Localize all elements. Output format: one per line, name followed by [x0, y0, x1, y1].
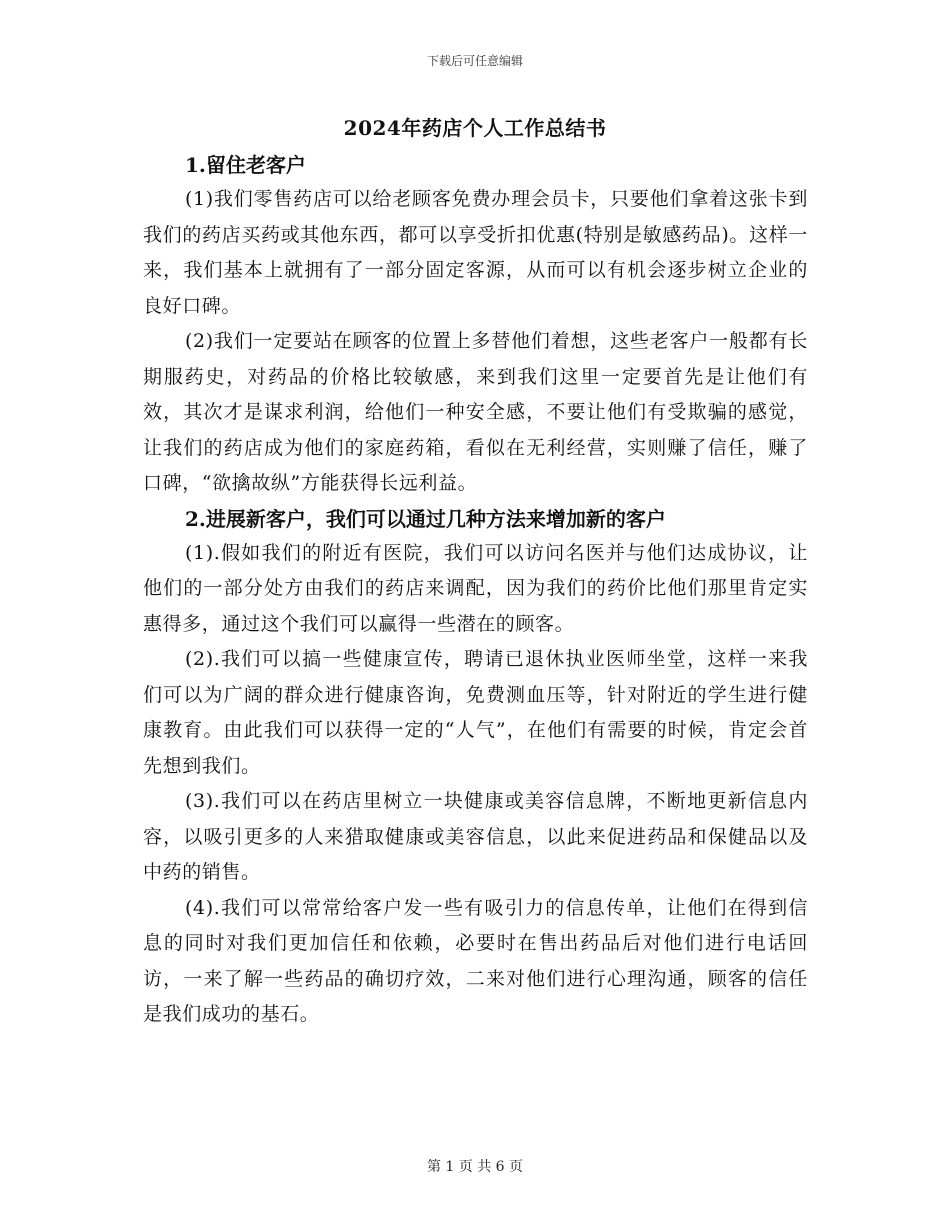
page-number: 第 1 页 共 6 页 [426, 1159, 524, 1175]
paragraph: (4).我们可以常常给客户发一些有吸引力的信息传单，让他们在得到信息的同时对我们更加信任和依赖，必要时在售出药品后对他们进行电话回访，一来了解一些药品的确切疗效，二来对他们进行心理沟通，顾客的信任是我们成功的基石。 [143, 896, 808, 1025]
paragraph: (3).我们可以在药店里树立一块健康或美容信息牌，不断地更新信息内容，以吸引更多的人来猎取健康或美容信息，以此来促进药品和保健品以及中药的销售。 [143, 790, 808, 883]
paragraph: (1).假如我们的附近有医院，我们可以访问名医并与他们达成协议，让他们的一部分处方由我们的药店来调配，因为我们的药价比他们那里肯定实惠得多，通过这个我们可以赢得一些潜在的顾客。 [143, 541, 808, 635]
document-title: 2024年药店个人工作总结书 [343, 116, 607, 140]
section-heading: 1.留住老客户 [185, 153, 306, 177]
paragraph: (2).我们可以搞一些健康宣传，聘请已退休执业医师坐堂，这样一来我们可以为广阔的群众进行健康咨询，免费测血压等，针对附近的学生进行健康教育。由此我们可以获得一定的“人气”，在他们有需要的时候，肯定会首先想到我们。 [143, 648, 808, 777]
section-retain-customers [143, 148, 808, 502]
paragraph: (2)我们一定要站在顾客的位置上多替他们着想，这些老客户一般都有长期服药史，对药品的价格比较敏感，来到我们这里一定要首先是让他们有效，其次才是谋求利润，给他们一种安全感，不要让他们有受欺骗的感觉，让我们的药店成为他们的家庭药箱，看似在无利经营，实则赚了信任，赚了口碑，“欲擒故纵”方能获得长远利益。 [143, 330, 808, 494]
section-heading: 2.进展新客户，我们可以通过几种方法来增加新的客户 [185, 506, 666, 531]
paragraph: (1)我们零售药店可以给老顾客免费办理会员卡，只要他们拿着这张卡到我们的药店买药或其他东西，都可以享受折扣优惠(特别是敏感药品)。这样一来，我们基本上就拥有了一部分固定客源，从而可以有机会逐步树立企业的良好口碑。 [143, 188, 808, 317]
page-header-note: 下载后可任意编辑 [426, 54, 523, 68]
section-new-customers [143, 502, 808, 1033]
document-body [143, 148, 808, 1033]
